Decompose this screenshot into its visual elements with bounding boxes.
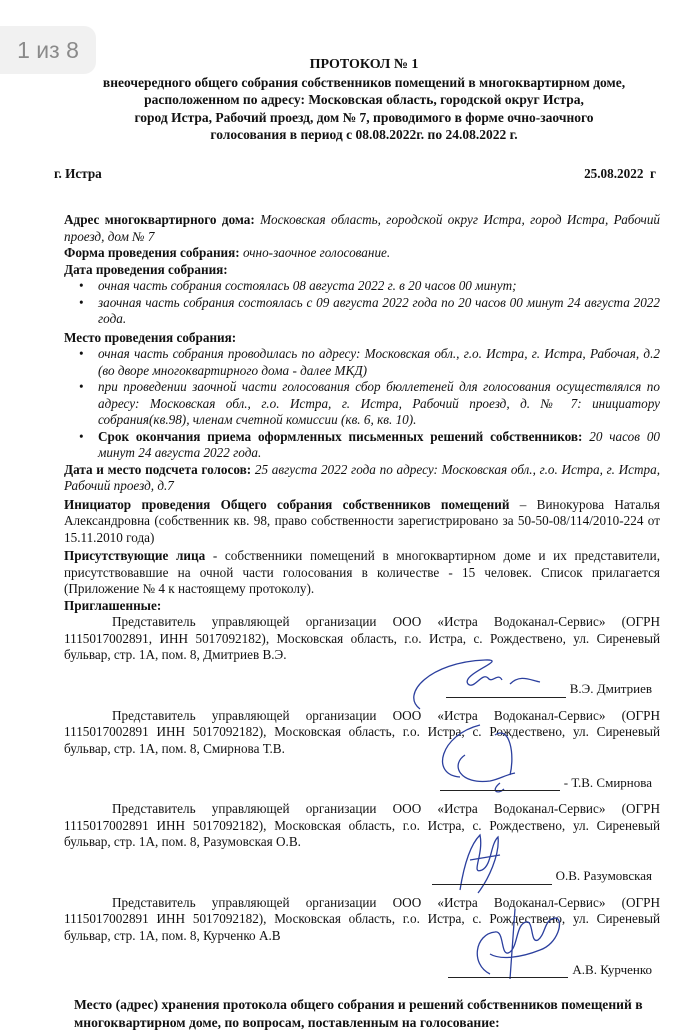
- invited-person: Представитель управляющей организации ООО «Истра Водоканал-Сервис» (ОГРН 1115017002891 ИНН 5017092182), Московская область, г.о. Истра, с. Рождествено, ул. Сиреневый бульвар, стр. 1А, пом. 8, Разумовская О.В.: [64, 801, 660, 849]
- dates-item: • заочная часть собрания состоялась с 09 августа 2022 года по 20 часов 00 минут 24 августа 2022 года.: [98, 295, 660, 328]
- signature-row: [68, 672, 660, 698]
- dates-list: [68, 278, 660, 328]
- invited-label: Приглашенные:: [64, 597, 162, 613]
- count-label: Дата и место подсчета голосов:: [64, 461, 252, 477]
- dates-item: • очная часть собрания состоялась 08 августа 2022 г. в 20 часов 00 минут;: [98, 278, 660, 295]
- subtitle-line: внеочередного общего собрания собственников помещений в многоквартирном доме,: [102, 74, 626, 90]
- initiator-section: [64, 497, 660, 547]
- document-title-block: [68, 56, 660, 144]
- page-counter: 1 из 8: [0, 26, 96, 74]
- present-value: - собственники помещений в многоквартирном доме и их представители, присутствовавшие на очной части голосования в количестве - 15 человек. Список прилагается (Приложение № 4 к настоящему протоколу).: [64, 548, 660, 596]
- initiator-label: Инициатор проведения Общего собрания собственников помещений: [64, 496, 510, 512]
- address-label: Адрес многоквартирного дома:: [64, 212, 255, 227]
- signature-name: - Т.В. Смирнова: [563, 774, 652, 790]
- signature-name: О.В. Разумовская: [555, 868, 652, 883]
- place-item: • при проведении заочной части голосования сбор бюллетеней для голосования осуществлялся по адресу: Московская обл., г.о. Истра, г. Истра, Рабочий проезд, д. № 7: инициатору собрания(кв.98), членам счетной комиссии (кв. 6, кв. 10).: [98, 379, 660, 429]
- signature-row: [68, 765, 660, 791]
- place-item: • очная часть собрания проводилась по адресу: Московская обл., г.о. Истра, г. Истра, Рабочая, д.2 (во дворе многоквартирного дома - далее МКД): [98, 346, 660, 379]
- present-label: Присутствующие лица: [64, 548, 206, 563]
- signature-row: [68, 859, 660, 885]
- signature-row: [68, 952, 660, 978]
- storage-heading: Место (адрес) хранения протокола общего собрания и решений собственников помещений в многоквартирном доме, по вопросам, поставленным на голосование:: [74, 997, 643, 1030]
- place-list: [68, 346, 660, 462]
- protocol-date: 25.08.2022 г: [584, 165, 656, 181]
- address-value: Московская область, городской округ Истра, город Истра, Рабочий проезд, дом № 7: [64, 212, 661, 244]
- form-value: очно-заочное голосование.: [243, 245, 391, 260]
- present-section: [64, 548, 660, 598]
- form-label: Форма проведения собрания: [64, 245, 236, 260]
- subtitle-line: город Истра, Рабочий проезд, дом № 7, проводимого в форме очно-заочного: [134, 109, 594, 125]
- invited-person: Представитель управляющей организации ООО «Истра Водоканал-Сервис» (ОГРН 1115017002891, ИНН 5017092182), Московская область, г.о. Истра, с. Рождествено, ул. Сиреневый бульвар, стр. 1А, пом. 8, Дмитриев В.Э.: [64, 614, 660, 662]
- place-label: Место проведения собрания:: [64, 329, 237, 345]
- count-value: 25 августа 2022 года по адресу: Московская обл., г.о. Истра, г. Истра, Рабочий проезд, д.7: [64, 461, 661, 493]
- deadline-item: [98, 429, 660, 462]
- signature-line: [446, 683, 566, 698]
- signature-line: [448, 963, 568, 978]
- city-date-row: [54, 166, 656, 183]
- deadline-label: Срок окончания приема оформленных письменных решений собственников:: [98, 428, 583, 444]
- subtitle-line: расположенном по адресу: Московская область, городской округ Истра,: [144, 92, 584, 107]
- count-section: [64, 462, 660, 495]
- dates-label: Дата проведения собрания:: [64, 261, 228, 277]
- signature-name: В.Э. Дмитриев: [569, 681, 652, 696]
- signature-line: [440, 776, 560, 791]
- protocol-title: ПРОТОКОЛ № 1: [309, 57, 419, 72]
- city: г. Истра: [54, 165, 102, 181]
- invited-person: Представитель управляющей организации ООО «Истра Водоканал-Сервис» (ОГРН 1115017002891 ИНН 5017092182), Московская область, г.о. Истра, с. Рождествено, ул. Сиреневый бульвар, стр. 1А, пом. 8, Курченко А.В: [64, 894, 660, 943]
- address-section: [64, 212, 660, 245]
- signature-name: А.В. Курченко: [572, 961, 652, 977]
- signature-line: [432, 870, 552, 885]
- invited-person: Представитель управляющей организации ООО «Истра Водоканал-Сервис» (ОГРН 1115017002891 ИНН 5017092182), Московская область, г.о. Истра, с. Рождествено, ул. Сиреневый бульвар, стр. 1А, пом. 8, Смирнова Т.В.: [64, 707, 660, 756]
- subtitle-line: голосования в период с 08.08.2022г. по 24.08.2022 г.: [210, 127, 518, 142]
- initiator-value: – Винокурова Наталья Александровна (собственник кв. 98, право собственности зарегистрировано за 50-50-08/114/2010-224 от 15.11.2010 года): [64, 496, 660, 545]
- deadline-value: 20 часов 00 минут 24 августа 2022 года.: [98, 428, 661, 460]
- document-page: [54, 56, 661, 1032]
- form-section: Форма проведения собрания: очно-заочное голосование.: [64, 245, 391, 260]
